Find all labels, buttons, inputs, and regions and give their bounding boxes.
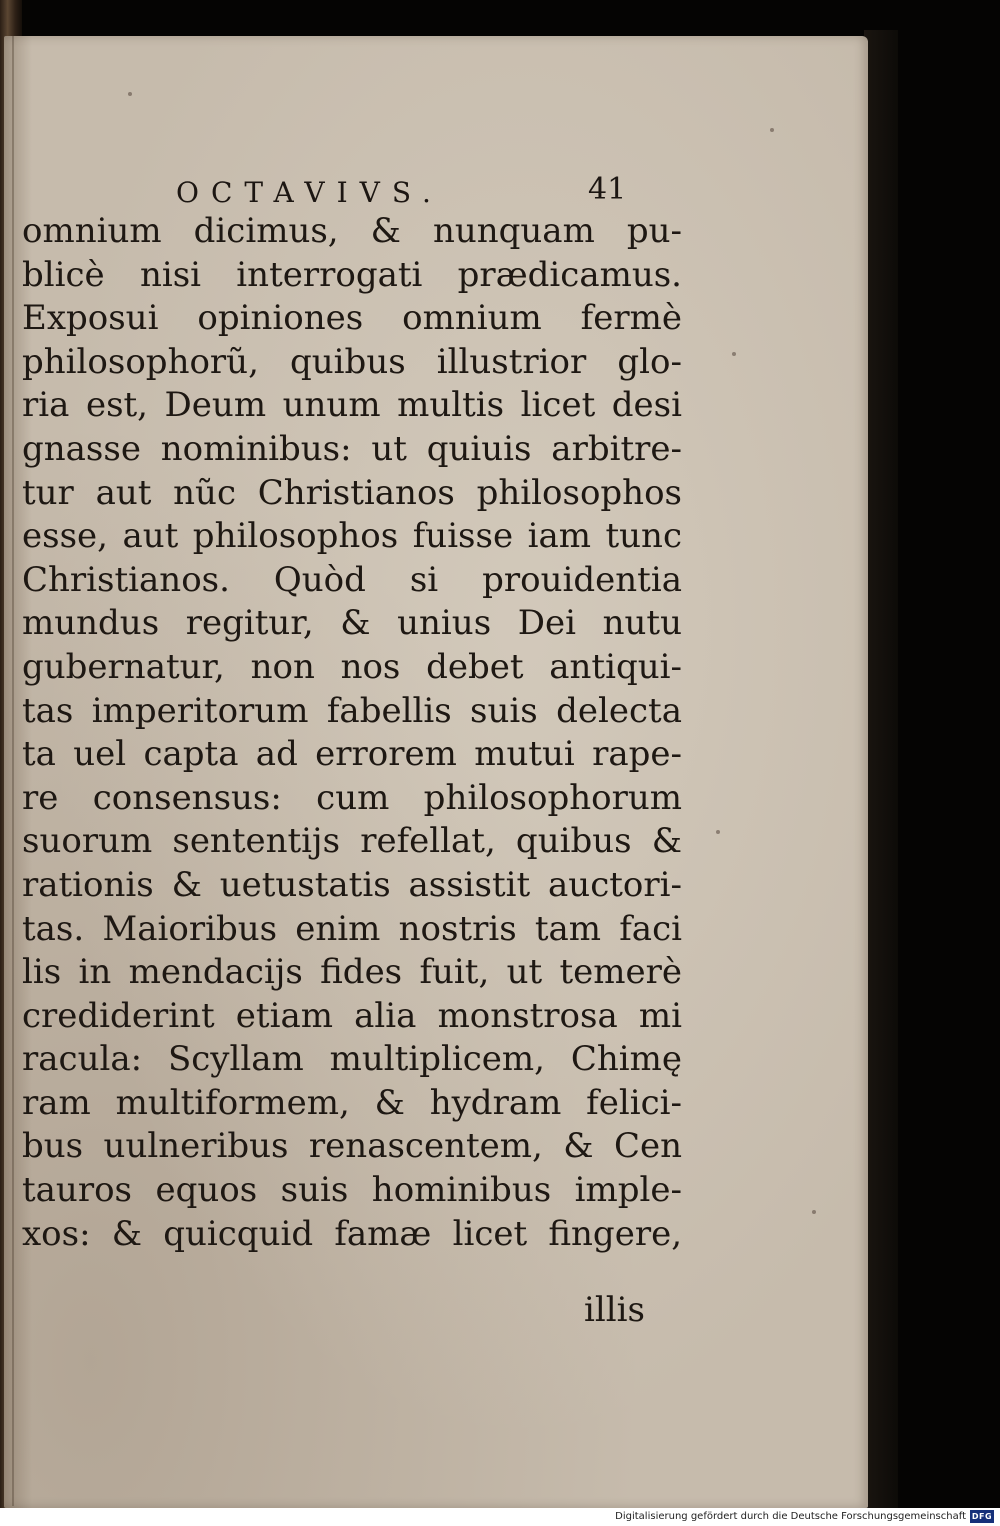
- text-line: tas. Maioribus enim nostris tam faci: [22, 908, 682, 949]
- page-number: 41: [588, 172, 627, 207]
- text-line: racula: Scyllam multiplicem, Chimę: [22, 1039, 682, 1080]
- text-line: tas imperitorum fabellis suis delecta: [22, 690, 682, 731]
- text-line: ta uel capta ad errorem mutui rape-: [22, 734, 682, 775]
- text-line: crediderint etiam alia monstrosa mi: [22, 995, 682, 1036]
- text-line: omnium dicimus, & nunquam pu-: [22, 211, 682, 251]
- text-line: Exposui opiniones omnium fermè: [22, 298, 682, 339]
- text-line: tur aut nũc Christianos philosophos: [22, 472, 682, 513]
- text-line: rationis & uetustatis assistit auctori-: [22, 864, 682, 905]
- text-line: gubernatur, non nos debet antiqui-: [22, 646, 682, 687]
- text-line: gnasse nominibus: ut quiuis arbitre-: [22, 428, 682, 469]
- text-line: ria est, Deum unum multis licet desi: [22, 385, 682, 426]
- text-line: philosophorũ, quibus illustrior glo-: [22, 341, 682, 382]
- text-line: esse, aut philosophos fuisse iam tunc: [22, 516, 682, 557]
- catchword: illis: [584, 1290, 645, 1330]
- text-line: suorum sententijs refellat, quibus &: [22, 821, 682, 862]
- page-gutter-line: [12, 36, 14, 1506]
- text-line: bus uulneribus renascentem, & Cen: [22, 1126, 682, 1167]
- text-line: blicè nisi interrogati prædicamus.: [22, 254, 682, 295]
- body-text: [22, 210, 682, 1256]
- running-head: OCTAVIVS.: [176, 176, 443, 209]
- text-line: mundus regitur, & unius Dei nutu: [22, 603, 682, 644]
- text-line: ram multiformem, & hydram felici-: [22, 1082, 682, 1123]
- dfg-logo: DFG: [971, 1512, 993, 1521]
- text-line: Christianos. Quòd si prouidentia: [22, 559, 682, 600]
- text-line: xos: & quicquid famæ licet fingere,: [22, 1213, 682, 1254]
- text-line: tauros equos suis hominibus imple-: [22, 1170, 682, 1211]
- text-line: re consensus: cum philosophorum: [22, 777, 682, 818]
- page-shadow: [864, 30, 898, 1510]
- text-line: lis in mendacijs fides fuit, ut temerè: [22, 952, 682, 993]
- funding-credit: Digitalisierung gefördert durch die Deutsche Forschungsgemeinschaft: [615, 1511, 966, 1522]
